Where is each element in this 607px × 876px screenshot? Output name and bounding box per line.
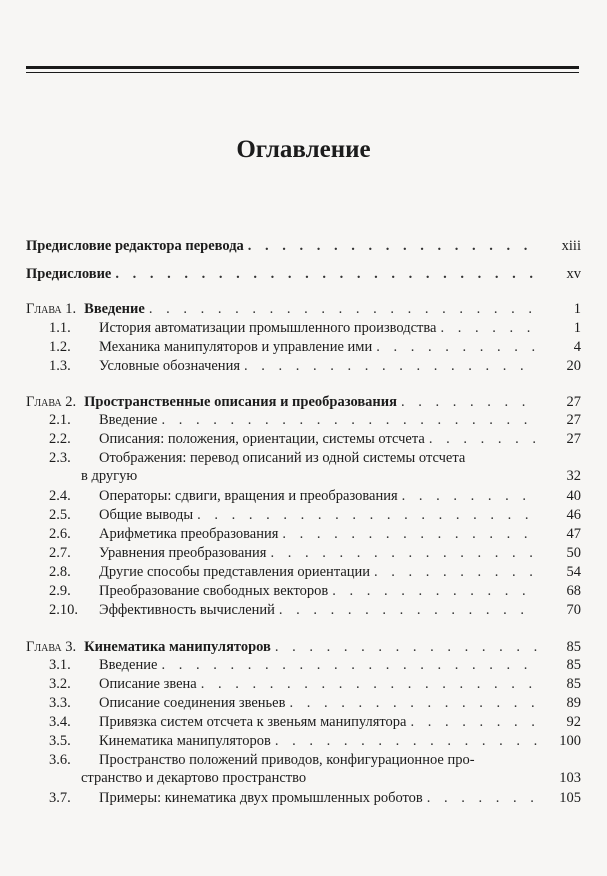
toc-page: 54	[566, 564, 581, 580]
toc-page: 70	[566, 602, 581, 618]
toc-section-continuation: странство и декартово пространство	[81, 770, 307, 786]
toc-page: 92	[566, 714, 581, 730]
toc-page: 85	[566, 639, 581, 655]
toc-page: 100	[559, 733, 581, 749]
toc-section[interactable]: 2.5. Общие выводы . . .	[26, 506, 541, 524]
toc-page: 46	[566, 507, 581, 523]
toc-chapter-heading[interactable]: Глава 3. Кинематика манипуляторов . . .	[26, 638, 541, 656]
header-rule-thin	[26, 72, 579, 73]
toc-section[interactable]: 3.1. Введение . . .	[26, 656, 541, 674]
toc-page: 4	[573, 339, 581, 355]
toc-section[interactable]: 2.3. Отображения: перевод описаний из одной системы отсчета	[49, 450, 466, 466]
toc-chapter-heading[interactable]: Глава 1. Введение . . .	[26, 300, 541, 318]
toc-page: 40	[566, 488, 581, 504]
toc-page: 27	[566, 431, 581, 447]
toc-page: 50	[566, 545, 581, 561]
toc-page: 27	[566, 394, 581, 410]
header-rule-thick	[26, 66, 579, 69]
toc-section[interactable]: 2.9. Преобразование свободных векторов . . .	[26, 582, 541, 600]
toc-section[interactable]: 1.3. Условные обозначения . . .	[26, 357, 541, 375]
toc-page: 105	[559, 790, 581, 806]
toc-entry-front[interactable]: Предисловие . . .	[26, 265, 541, 283]
toc-section-continuation: в другую	[81, 468, 138, 484]
toc-page: 27	[566, 412, 581, 428]
toc-section[interactable]: 3.2. Описание звена . . .	[26, 675, 541, 693]
toc-section[interactable]: 3.6. Пространство положений приводов, конфигурационное про-	[49, 752, 475, 768]
toc-page: 85	[566, 657, 581, 673]
toc-section[interactable]: 2.1. Введение . . .	[26, 411, 541, 429]
toc-entry-front[interactable]: Предисловие редактора перевода . . .	[26, 237, 541, 255]
toc-page: 47	[566, 526, 581, 542]
toc-section[interactable]: 2.2. Описания: положения, ориентации, системы отсчета . . .	[26, 430, 541, 448]
toc-page: 85	[566, 676, 581, 692]
toc-page: 1	[573, 301, 581, 317]
toc-page: 32	[566, 468, 581, 484]
toc-page: xiii	[561, 238, 581, 254]
toc-page: 68	[566, 583, 581, 599]
toc-section[interactable]: 3.4. Привязка систем отсчета к звеньям манипулятора . . .	[26, 713, 541, 731]
toc-page: 1	[573, 320, 581, 336]
toc-section[interactable]: 3.7. Примеры: кинематика двух промышленных роботов . . .	[26, 789, 541, 807]
toc-section[interactable]: 2.8. Другие способы представления ориентации . . .	[26, 563, 541, 581]
toc-section[interactable]: 3.5. Кинематика манипуляторов . . .	[26, 732, 541, 750]
toc-section[interactable]: 3.3. Описание соединения звеньев . . .	[26, 694, 541, 712]
toc-page: 103	[559, 770, 581, 786]
toc-page: 20	[566, 358, 581, 374]
toc-section[interactable]: 2.4. Операторы: сдвиги, вращения и преобразования . . .	[26, 487, 541, 505]
toc-section[interactable]: 2.10. Эффективность вычислений . . .	[26, 601, 541, 619]
toc-chapter-heading[interactable]: Глава 2. Пространственные описания и преобразования . . .	[26, 393, 541, 411]
toc-section[interactable]: 2.6. Арифметика преобразования . . .	[26, 525, 541, 543]
toc-section[interactable]: 1.2. Механика манипуляторов и управление ими . . .	[26, 338, 541, 356]
toc-section[interactable]: 2.7. Уравнения преобразования . . .	[26, 544, 541, 562]
toc-page: 89	[566, 695, 581, 711]
toc-page: xv	[566, 266, 581, 282]
page-title: Оглавление	[236, 136, 371, 163]
toc-section[interactable]: 1.1. История автоматизации промышленного производства . . .	[26, 319, 541, 337]
